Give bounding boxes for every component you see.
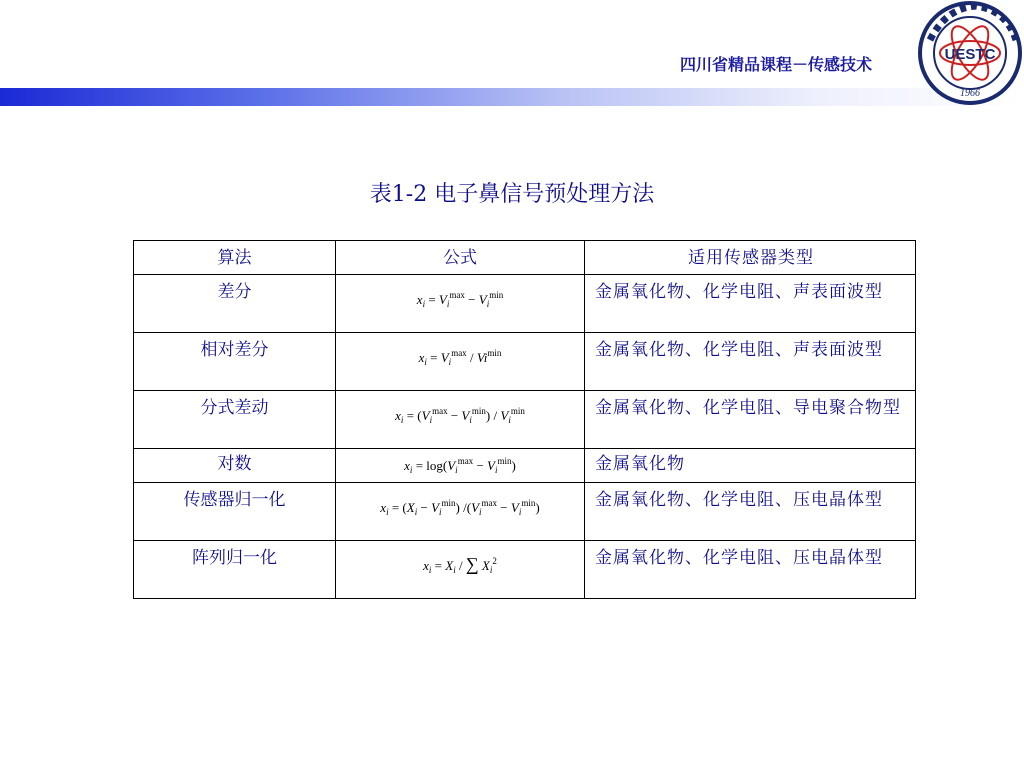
formula-difference: $x_i = V_i^{max} - V_i^{min}$ [416,290,504,309]
sensor-type-cell: 金属氧化物、化学电阻、压电晶体型 [585,483,916,541]
table-row [134,449,916,483]
algorithm-cell: 差分 [134,275,336,333]
header-algorithm: 算法 [134,241,336,275]
logo-year: 1966 [960,88,980,99]
formula-cell [336,333,585,391]
table-row [134,541,916,599]
header-formula: 公式 [336,241,585,275]
formula-log: $x_i = \log(V_i^{max} - V_i^{min})$ [404,456,516,475]
sensor-type-cell: 金属氧化物 [585,449,916,483]
table-caption: 表1-2 电子鼻信号预处理方法 [369,182,655,207]
formula-cell [336,275,585,333]
sensor-type-cell: 金属氧化物、化学电阻、声表面波型 [585,333,916,391]
header-gradient-bar [0,88,1024,106]
formula-array-normalization: $x_i = X_i$ / ∑ $X_i^2$ [423,554,497,575]
formula-cell [336,449,585,483]
algorithm-cell: 阵列归一化 [134,541,336,599]
algorithm-cell: 对数 [134,449,336,483]
sensor-type-cell: 金属氧化物、化学电阻、导电聚合物型 [585,391,916,449]
preprocessing-methods-table [133,240,916,599]
formula-cell [336,391,585,449]
table-header-row [134,241,916,275]
formula-relative-difference: $x_i = V_i^{max} / Vi^{min}$ [418,348,502,367]
algorithm-cell: 分式差动 [134,391,336,449]
formula-cell [336,541,585,599]
logo-text: UESTC [944,46,996,63]
university-logo [916,0,1024,106]
sensor-type-cell: 金属氧化物、化学电阻、压电晶体型 [585,541,916,599]
course-title: 四川省精品课程－传感技术 [680,55,873,74]
table-row [134,391,916,449]
formula-fractional-difference: $x_i = (V_i^{max} - V_i^{min}) / V_i^{min}$ [395,406,525,425]
table-row [134,483,916,541]
algorithm-cell: 传感器归一化 [134,483,336,541]
sensor-type-cell: 金属氧化物、化学电阻、声表面波型 [585,275,916,333]
formula-sensor-normalization: $x_i = (X_i - V_i^{min}) /(V_i^{max} - V_i^{min})$ [380,498,540,517]
header-sensor-type: 适用传感器类型 [585,241,916,275]
table-row [134,275,916,333]
algorithm-cell: 相对差分 [134,333,336,391]
formula-cell [336,483,585,541]
table-row [134,333,916,391]
